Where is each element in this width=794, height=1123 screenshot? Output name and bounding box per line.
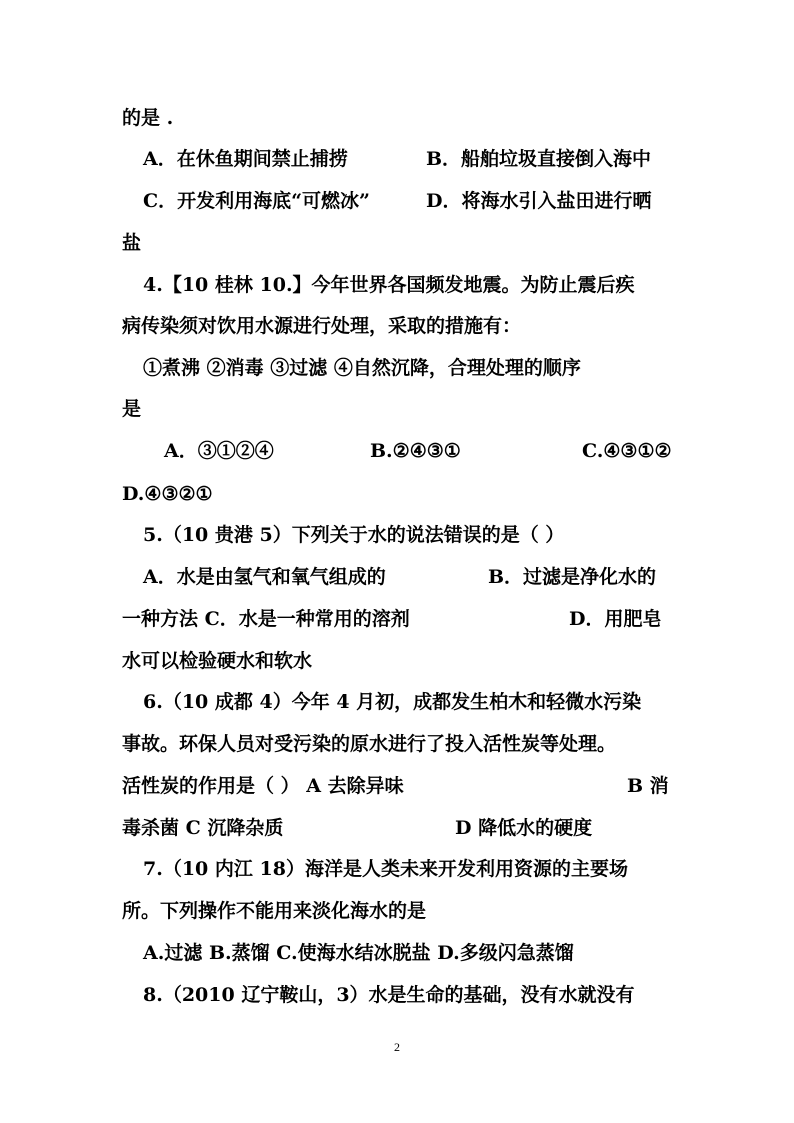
text-line: 所。下列操作不能用来淡化海水的是 — [122, 900, 427, 922]
text-line: B．船舶垃圾直接倒入海中 — [426, 148, 652, 170]
text-line: A．水是由氢气和氧气组成的 — [143, 566, 386, 588]
text-line: ①煮沸 ②消毒 ③过滤 ④自然沉降，合理处理的顺序 — [143, 357, 581, 379]
text-line: 7.（10 内江 18）海洋是人类未来开发利用资源的主要场 — [143, 858, 628, 880]
text-line: 盐 — [122, 232, 142, 254]
text-line: A.过滤 B.蒸馏 C.使海水结冰脱盐 D.多级闪急蒸馏 — [143, 942, 574, 964]
text-line: B．过滤是净化水的 — [488, 566, 657, 588]
page-number: 2 — [394, 1040, 400, 1054]
text-line: 事故。环保人员对受污染的原水进行了投入活性炭等处理。 — [122, 733, 617, 755]
text-line: D．用肥皂 — [569, 608, 662, 630]
text-line: D.④③②① — [122, 483, 213, 505]
text-line: A．③①②④ — [164, 440, 274, 462]
text-line: 病传染须对饮用水源进行处理，采取的措施有： — [122, 315, 522, 337]
text-line: B 消 — [627, 775, 669, 797]
text-line: 是 — [122, 398, 142, 420]
text-line: D 降低水的硬度 — [455, 817, 593, 839]
text-line: A．在休鱼期间禁止捕捞 — [143, 148, 348, 170]
text-line: 8.（2010 辽宁鞍山，3）水是生命的基础，没有水就没有 — [143, 984, 635, 1006]
text-line: 6.（10 成都 4）今年 4 月初，成都发生柏木和轻微水污染 — [143, 691, 642, 713]
text-line: C．开发利用海底“可燃冰” — [143, 190, 370, 212]
text-line: 毒杀菌 C 沉降杂质 — [122, 817, 284, 839]
text-line: 的是 . — [122, 107, 174, 129]
text-line: B.②④③① — [370, 440, 461, 462]
text-line: 活性炭的作用是（ ） A 去除异味 — [122, 775, 404, 797]
text-line: D．将海水引入盐田进行晒 — [426, 190, 652, 212]
text-line: C.④③①② — [582, 440, 672, 462]
text-line: 水可以检验硬水和软水 — [122, 650, 313, 672]
text-line: 4.【10 桂林 10.】今年世界各国频发地震。为防止震后疾 — [143, 274, 635, 296]
text-line: 5.（10 贵港 5）下列关于水的说法错误的是（ ） — [143, 524, 565, 546]
text-line: 一种方法 C．水是一种常用的溶剂 — [122, 608, 410, 630]
